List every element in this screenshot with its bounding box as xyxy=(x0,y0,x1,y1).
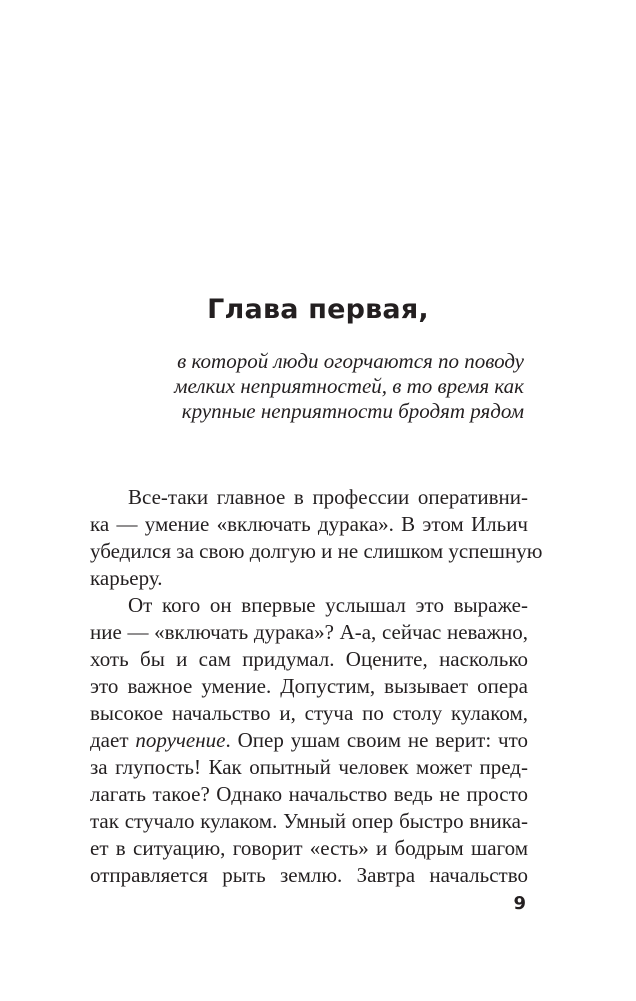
body-text xyxy=(90,484,543,889)
chapter-title: Глава первая, xyxy=(207,294,429,325)
text-line: Все-таки главное в профессии оперативни- xyxy=(128,485,528,509)
subtitle-line: мелких неприятностей, в то время как xyxy=(174,374,524,398)
text-line: за глупость! Как опытный человек может пред- xyxy=(90,755,528,779)
emphasized-word: поручение xyxy=(135,728,226,752)
text-line: так стучало кулаком. Умный опер быстро вника- xyxy=(90,809,528,833)
chapter-subtitle xyxy=(96,349,524,424)
text-line: высокое начальство и, стуча по столу кулаком, xyxy=(90,701,528,725)
text-segment: дает xyxy=(90,728,136,752)
page-number: 9 xyxy=(513,893,526,914)
text-line: ние — «включать дурака»? А-а, сейчас неважно, xyxy=(90,620,528,644)
text-line: ет в ситуацию, говорит «есть» и бодрым шагом xyxy=(90,836,528,860)
text-line: От кого он впервые услышал это выраже- xyxy=(128,593,528,617)
subtitle-line: в которой люди огорчаются по поводу xyxy=(177,349,524,373)
text-line: убедился за свою долгую и не слишком успешную xyxy=(90,539,543,563)
text-line: хоть бы и сам придумал. Оцените, насколько xyxy=(90,647,528,671)
text-line: ка — умение «включать дурака». В этом Ильич xyxy=(90,512,528,536)
text-line: карьеру. xyxy=(90,566,163,590)
text-segment: . Опер ушам своим не верит: что xyxy=(225,728,528,752)
text-line: отправляется рыть землю. Завтра начальство xyxy=(90,863,528,887)
text-line: лагать такое? Однако начальство ведь не просто xyxy=(90,782,528,806)
text-line-with-emphasis xyxy=(90,727,528,754)
subtitle-line: крупные неприятности бродят рядом xyxy=(181,399,524,423)
text-line: это важное умение. Допустим, вызывает опера xyxy=(90,674,528,698)
